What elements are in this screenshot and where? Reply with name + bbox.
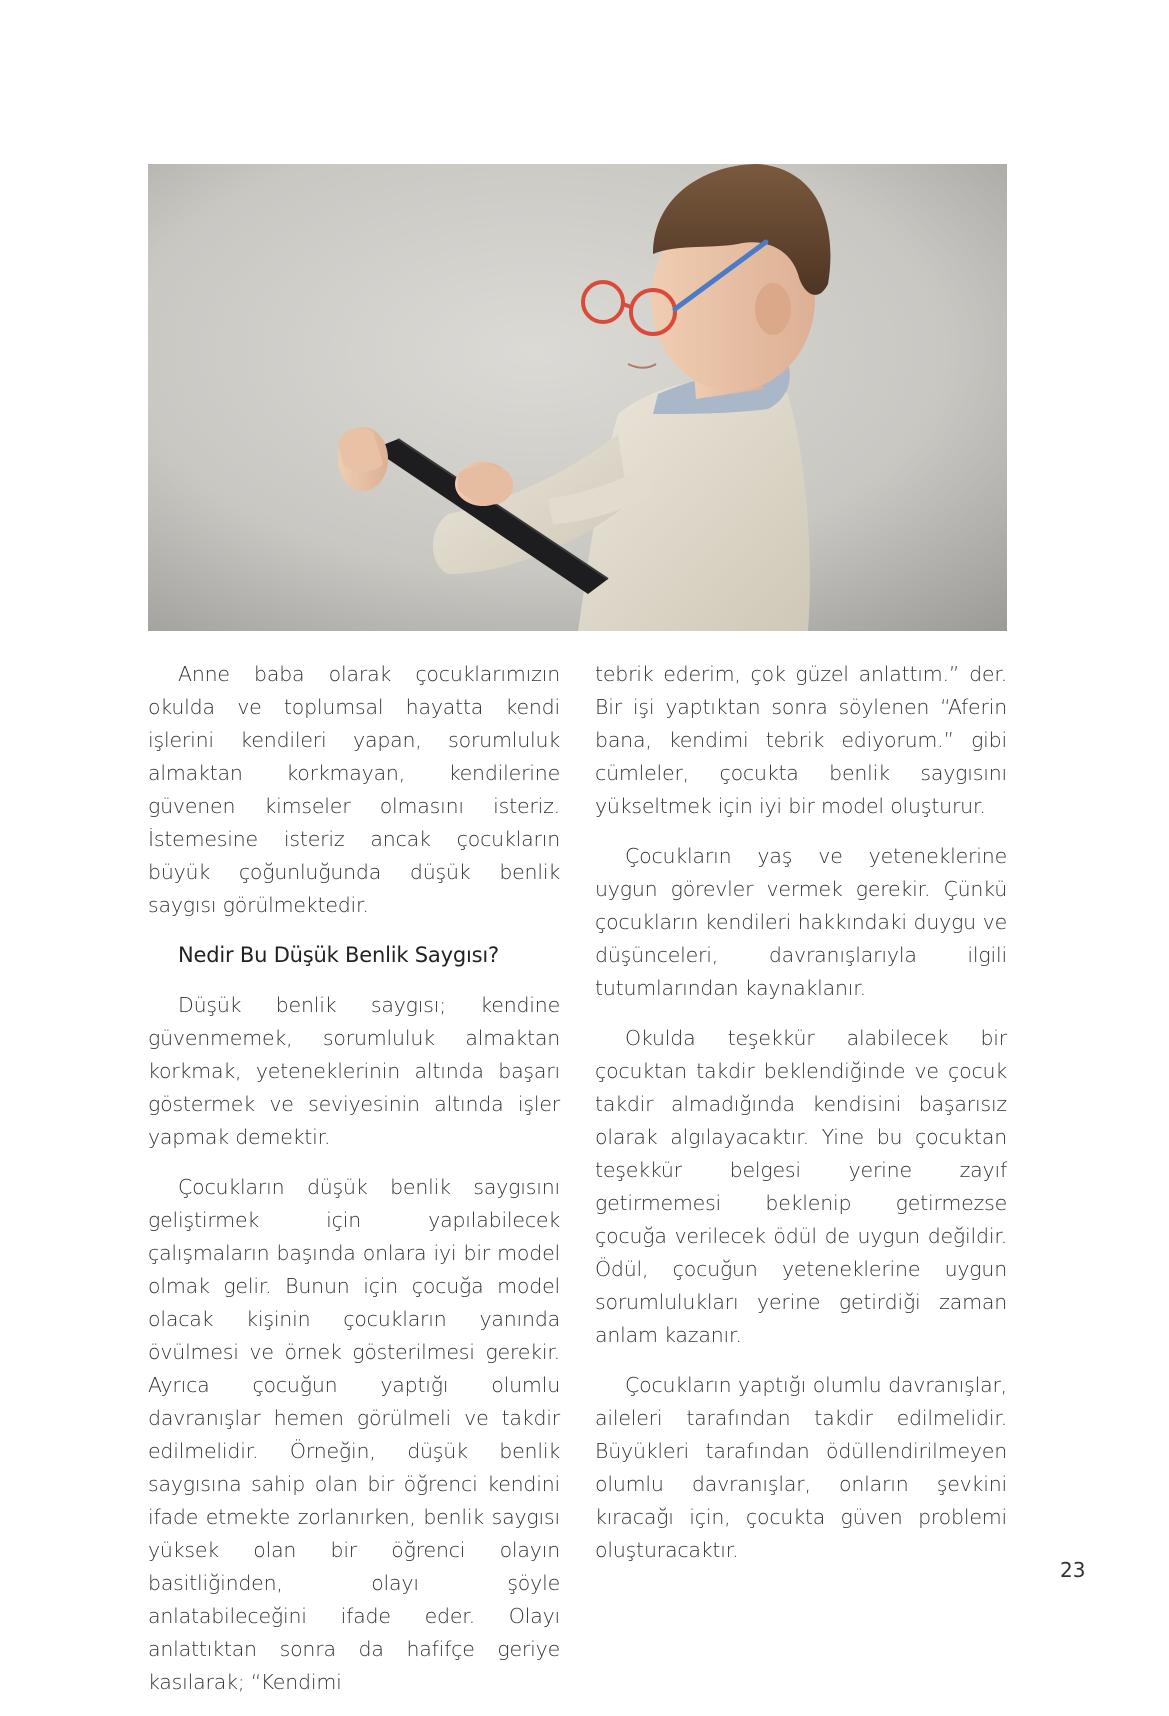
left-text-column [148,658,560,1716]
section-heading: Nedir Bu Düşük Benlik Saygısı? [178,943,499,967]
left-paragraph-3: Çocukların düşük benlik saygısını geliştirmek için yapılabilecek çalışmaların başında onlara iyi bir model olmak gelir. Bunun için çocuğa model olacak kişinin çocukların yanında övülmesi ve örnek gösterilmesi gerekir. Ayrıca çocuğun yaptığı olumlu davranışlar hemen görülmeli ve takdir edilmelidir. Örneğin, düşük benlik saygısına sahip olan bir öğrenci kendini ifade etmekte zorlanırken, benlik saygısı yüksek olan bir öğrenci olayın basitliğinden, olayı şöyle anlatabileceğini ifade eder. Olayı anlattıktan sonra da hafifçe geriye kasılarak; “Kendimi [148,1175,560,1694]
right-paragraph-2: Çocukların yaş ve yeteneklerine uygun görevler vermek gerekir. Çünkü çocukların kendileri hakkındaki duygu ve düşünceleri, davranışlarıyla ilgili tutumlarından kaynaklanır. [595,844,1007,1000]
right-paragraph-3: Okulda teşekkür alabilecek bir çocuktan takdir beklendiğinde ve çocuk takdir almadığında kendisini başarısız olarak algılayacaktır. Yine bu çocuktan teşekkür belgesi yerine zayıf getirmemesi beklenip getirmezse çocuğa verilecek ödül de uygun değildir. Ödül, çocuğun yeteneklerine uygun sorumlulukları yerine getirdiği zaman anlam kazanır. [595,1026,1007,1347]
right-text-column [595,658,1007,1584]
page-number: 23 [1060,1558,1086,1582]
left-paragraph-1: Anne baba olarak çocuklarımızın okulda ve toplumsal hayatta kendi işlerini kendileri yapan, sorumluluk almaktan korkmayan, kendilerine güvenen kimseler olmasını isteriz. İstemesine isteriz ancak çocukların büyük çoğunluğunda düşük benlik saygısı görülmektedir. [148,662,560,917]
boy-with-tablet-photo [148,164,1007,631]
right-paragraph-4: Çocukların yaptığı olumlu davranışlar, aileleri tarafından takdir edilmelidir. Büyükleri tarafından ödüllendirilmeyen olumlu davranışlar, onların şevkini kıracağı için, çocukta güven problemi oluşturacaktır. [595,1373,1007,1562]
photo-illustration [148,164,1007,631]
right-paragraph-1: tebrik ederim, çok güzel anlattım.” der. Bir işi yaptıktan sonra söylenen “Aferin bana, kendimi tebrik ediyorum.” gibi cümleler, çocukta benlik saygısını yükseltmek için iyi bir model oluşturur. [595,662,1007,818]
left-paragraph-2: Düşük benlik saygısı; kendine güvenmemek, sorumluluk almaktan korkmak, yeteneklerinin altında başarı göstermek ve seviyesinin altında işler yapmak demektir. [148,993,560,1149]
